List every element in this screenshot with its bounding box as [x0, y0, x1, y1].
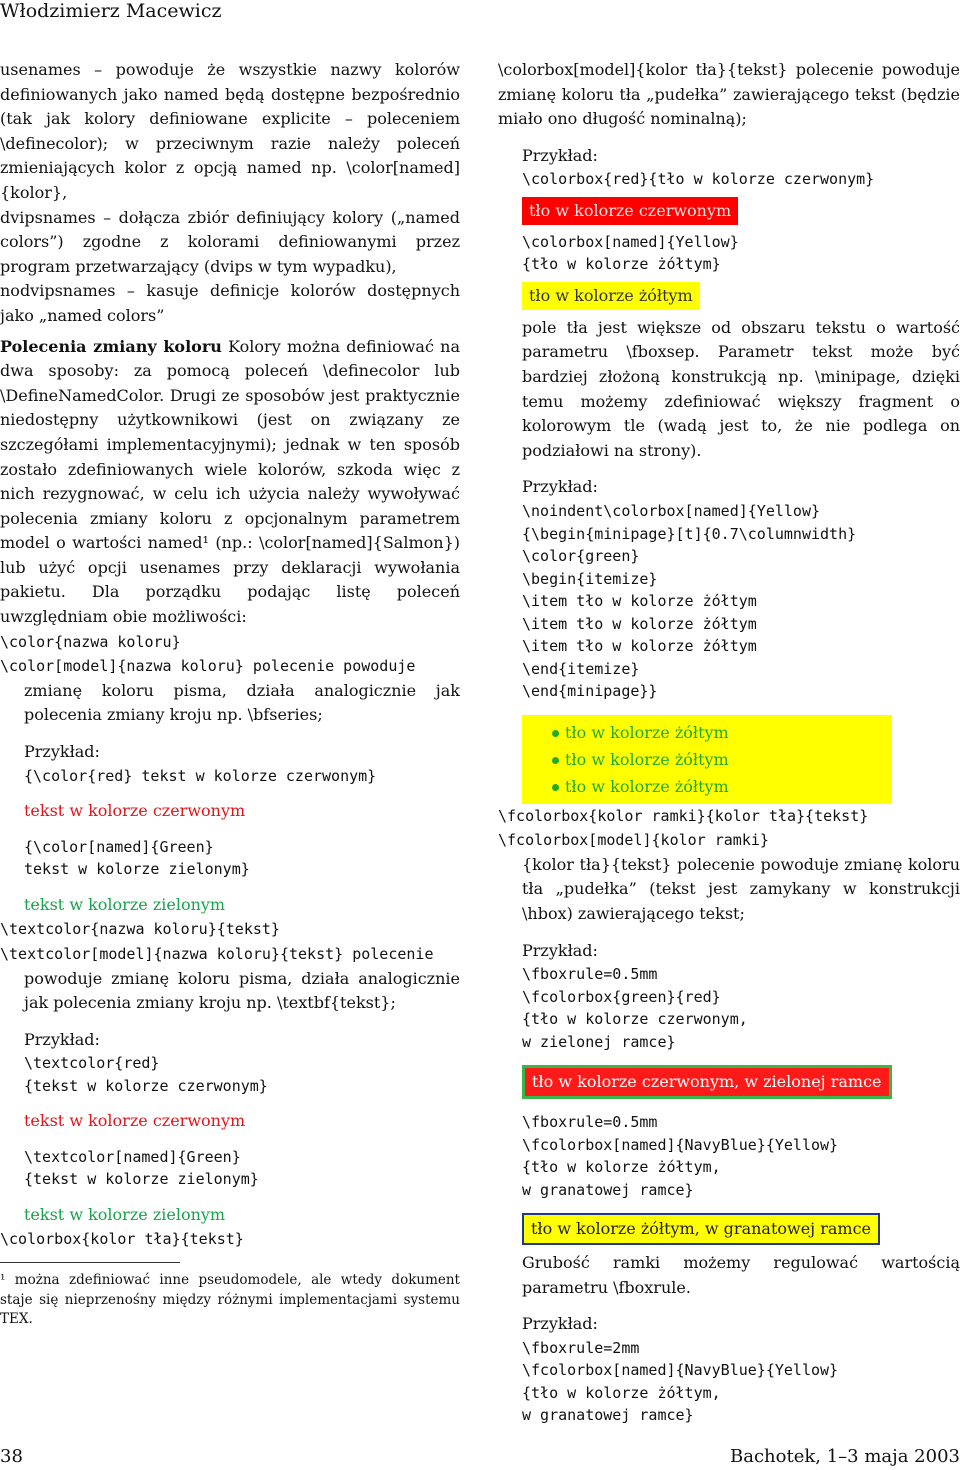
bullet-icon: [552, 784, 559, 791]
colorbox-yellow-demo: tło w kolorze żółtym: [522, 282, 700, 310]
footnote: ¹ można zdefiniować inne pseudomodele, ale wtedy dokument staje się nieprzenośny między różnymi implementacjami systemu TEX.: [0, 1272, 460, 1328]
color-cmd-1: \color{nazwa koloru}: [0, 632, 181, 651]
textcolor-cmd-2: \textcolor[model]{nazwa koloru}{tekst} polecenie: [0, 944, 434, 963]
list-item: tło w kolorze żółtym: [552, 746, 892, 773]
example-code: \fboxrule=0.5mm \fcolorbox[named]{NavyBlue}{Yellow} {tło w kolorze żółtym, w granatowej ramce}: [522, 1113, 839, 1199]
example-label: Przykład:: [24, 742, 100, 762]
example-code: \colorbox[named]{Yellow} {tło w kolorze żółtym}: [522, 232, 739, 274]
example-code: \textcolor{red} {tekst w kolorze czerwonym}: [24, 1054, 268, 1095]
bullet-icon: [552, 730, 559, 737]
example-code: \noindent\colorbox[named]{Yellow} {\begin{minipage}[t]{0.7\columnwidth} \color{green} \begin{itemize} \item tło w kolorze żółtym \item tło w kolorze żółtym \item tło w kolorze żółtym \end{itemize} \end{minipage}}: [522, 502, 857, 701]
polecenia-heading: Polecenia zmiany koloru: [0, 336, 222, 356]
polecenia-text: Kolory można definiować na dwa sposoby: za pomocą poleceń \definecolor lub \DefineNamedColor. Drugi ze sposobów jest praktycznie niedostępny użytkownikowi (jest on związany ze szczegółami implementacyjnymi); jednak w ten sposób zostało zdefiniowanych wiele kolorów, szkoda więc z nich rezygnować, w celu ich użycia należy wywoływać polecenia zmiany koloru z opcjonalnym parametrem model o wartości named¹ (np.: \color[named]{Salmon}) lub użyć opcji usenames przy deklaracji wywołania pakietu. Dla porządku podając listę poleceń uwzględniam obie możliwości:: [0, 336, 460, 627]
example-output: tekst w kolorze czerwonym: [24, 1111, 246, 1131]
textcolor-cmd-1: \textcolor{nazwa koloru}{tekst}: [0, 920, 280, 939]
example-label: Przykład:: [522, 477, 598, 497]
fcolorbox-cmd-2: \fcolorbox[model]{kolor ramki}: [498, 831, 769, 850]
example-label: Przykład:: [24, 1029, 100, 1049]
example-code: \textcolor[named]{Green} {tekst w kolorze zielonym}: [24, 1147, 259, 1189]
example-output: tekst w kolorze czerwonym: [24, 801, 246, 821]
list-item: tło w kolorze żółtym: [552, 719, 892, 746]
footnote-rule: [0, 1262, 180, 1263]
fboxsep-paragraph: pole tła jest większe od obszaru tekstu o wartość parametru \fboxsep. Parametr tekst może być bardziej złożoną konstrukcją np. \minipage, dzięki temu możemy zdefiniować większy fragment o kolorowym tle (wadą jest to, że nie podlega on podziałowi na strony).: [522, 317, 960, 460]
bullet-icon: [552, 757, 559, 764]
usenames-entry: usenames – powoduje że wszystkie nazwy kolorów definiowanych jako named będą dostępne bezpośrednio (tak jak kolory definiowane explicite – poleceniem \definecolor); w przeciwnym razie należy poleceń zmieniających kolor z opcją named np. \color[named]{kolor},: [0, 60, 460, 202]
fcolorbox-red-green-demo: tło w kolorze czerwonym, w zielonej ramce: [522, 1065, 892, 1099]
colorbox-red-demo: tło w kolorze czerwonym: [522, 197, 738, 225]
list-item: tło w kolorze żółtym: [552, 773, 892, 800]
fcolorbox-desc: {kolor tła}{tekst} polecenie powoduje zmianę koloru tła „pudełka” (tekst jest zamykany w konstrukcji \hbox) zawierającego tekst;: [522, 854, 960, 923]
fcolorbox-yellow-navy-demo: tło w kolorze żółtym, w granatowej ramce: [522, 1213, 880, 1245]
right-column: [498, 58, 960, 1427]
left-column: [0, 58, 460, 1330]
example-code: \fboxrule=2mm \fcolorbox[named]{NavyBlue}{Yellow} {tło w kolorze żółtym, w granatowej ramce}: [522, 1338, 839, 1425]
example-code: \colorbox{red}{tło w kolorze czerwonym}: [522, 170, 875, 189]
minipage-yellow-demo: [522, 715, 892, 804]
colorbox-cmd-2: \colorbox[model]{kolor tła}{tekst} polecenie powoduje zmianę koloru tła „pudełka” zawierającego tekst (będzie miało ono długość nominalną);: [498, 60, 960, 129]
example-label: Przykład:: [522, 145, 598, 165]
color-cmd-desc: zmianę koloru pisma, działa analogicznie jak polecenia zmiany kroju np. \bfseries;: [24, 680, 460, 725]
example-code: {\color{red} tekst w kolorze czerwonym}: [24, 766, 377, 785]
running-header: Włodzimierz Macewicz: [0, 0, 222, 22]
example-output: tekst w kolorze zielonym: [24, 1204, 226, 1224]
page-number: 38: [0, 1446, 23, 1467]
example-label: Przykład:: [522, 1314, 598, 1334]
fcolorbox-cmd-1: \fcolorbox{kolor ramki}{kolor tła}{tekst}: [498, 806, 869, 825]
example-code: {\color[named]{Green} tekst w kolorze zielonym}: [24, 837, 250, 879]
example-label: Przykład:: [522, 940, 598, 960]
color-cmd-2: \color[model]{nazwa koloru} polecenie powoduje: [0, 657, 416, 676]
colorbox-cmd-1: \colorbox{kolor tła}{tekst}: [0, 1230, 244, 1249]
dvipsnames-entry: dvipsnames – dołącza zbiór definiujący kolory („named colors”) zgodne z kolorami definiowanymi przez program przetwarzający (dvips w tym wypadku),: [0, 207, 460, 276]
nodvipsnames-entry: nodvipsnames – kasuje definicje kolorów dostępnych jako „named colors”: [0, 281, 460, 325]
example-output: tekst w kolorze zielonym: [24, 894, 226, 914]
polecenia-paragraph: [0, 335, 460, 630]
textcolor-desc: powoduje zmianę koloru pisma, działa analogicznie jak polecenia zmiany kroju np. \textbf{tekst};: [24, 968, 460, 1013]
example-code: \fboxrule=0.5mm \fcolorbox{green}{red} {tło w kolorze czerwonym, w zielonej ramce}: [522, 965, 748, 1051]
running-footer: Bachotek, 1–3 maja 2003: [730, 1446, 960, 1467]
grubosc-paragraph: Grubość ramki możemy regulować wartością parametru \fboxrule.: [522, 1253, 960, 1297]
